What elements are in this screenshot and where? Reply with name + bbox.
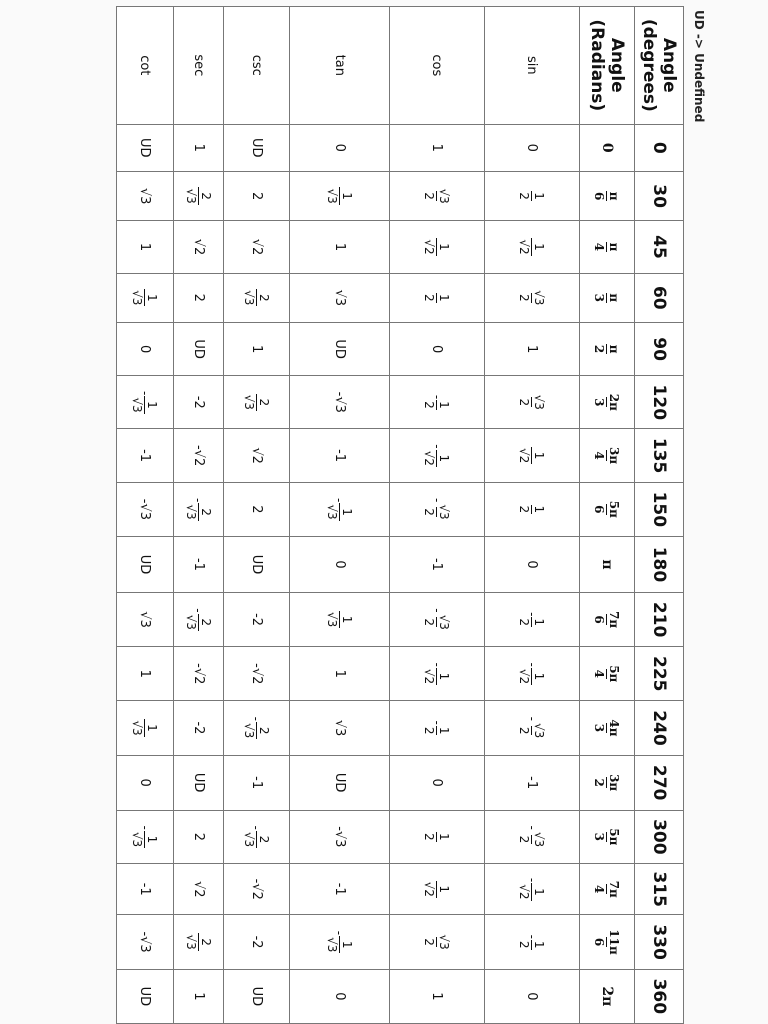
value-cell: UD [117, 124, 174, 171]
radian-cell: 7π 4 [580, 863, 635, 914]
degree-cell: 30 [635, 171, 684, 220]
value-cell: √3 [117, 592, 174, 646]
degree-cell: 180 [635, 536, 684, 592]
value-cell: 1 [174, 124, 224, 171]
value-cell: - 1 2 [390, 376, 485, 429]
degree-cell: 120 [635, 376, 684, 429]
value-cell: -1 [174, 536, 224, 592]
value-cell: -√2 [224, 863, 290, 914]
value-cell: -1 [390, 536, 485, 592]
value-cell: -√2 [174, 429, 224, 482]
value-cell: UD [224, 124, 290, 171]
value-cell: √3 2 [485, 376, 580, 429]
value-cell: - 1 √2 [485, 647, 580, 701]
degree-cell: 60 [635, 273, 684, 322]
radian-cell: π 6 [580, 171, 635, 220]
value-cell: - 1 √2 [390, 647, 485, 701]
value-cell: √3 2 [390, 171, 485, 220]
value-cell: - 2 √3 [174, 482, 224, 536]
degree-cell: 300 [635, 810, 684, 863]
value-cell: 1 [290, 647, 390, 701]
value-cell: - √3 2 [485, 701, 580, 755]
value-cell: UD [290, 323, 390, 376]
value-cell: - 2 √3 [174, 592, 224, 646]
value-cell: -√3 [290, 376, 390, 429]
radian-cell: 5π 4 [580, 647, 635, 701]
value-cell: - 1 √3 [290, 482, 390, 536]
row-csc [224, 7, 290, 1024]
value-cell: UD [117, 536, 174, 592]
degree-cell: 135 [635, 429, 684, 482]
radian-cell: π 3 [580, 273, 635, 322]
radian-cell: π 2 [580, 323, 635, 376]
value-cell: 1 [117, 221, 174, 273]
value-cell: - √3 2 [390, 482, 485, 536]
degree-cell: 225 [635, 647, 684, 701]
value-cell: -√2 [174, 647, 224, 701]
value-cell: 0 [290, 124, 390, 171]
value-cell: - 2 √3 [224, 810, 290, 863]
value-cell: UD [224, 536, 290, 592]
radian-cell: 2π 3 [580, 376, 635, 429]
radian-cell: 5π 6 [580, 482, 635, 536]
value-cell: -1 [290, 863, 390, 914]
value-cell: 2 √3 [174, 171, 224, 220]
value-cell: 1 [117, 647, 174, 701]
value-cell: 0 [485, 969, 580, 1023]
row-cot [117, 7, 174, 1024]
value-cell: 1 √2 [485, 429, 580, 482]
function-label: sec [174, 7, 224, 125]
value-cell: 1 [174, 969, 224, 1023]
radian-cell: 2π [580, 969, 635, 1023]
value-cell: -√3 [117, 915, 174, 969]
row-tan [290, 7, 390, 1024]
degree-cell: 330 [635, 915, 684, 969]
value-cell: √2 [224, 429, 290, 482]
degrees-row [635, 7, 684, 1024]
radian-cell: 7π 6 [580, 592, 635, 646]
function-label: cos [390, 7, 485, 125]
radian-cell: 5π 3 [580, 810, 635, 863]
footnote: UD -> Undefined [692, 10, 706, 123]
value-cell: 1 2 [485, 171, 580, 220]
value-cell: -1 [117, 863, 174, 914]
value-cell: 1 [390, 969, 485, 1023]
value-cell: - 1 √3 [117, 810, 174, 863]
degree-cell: 45 [635, 221, 684, 273]
value-cell: 1 √2 [390, 863, 485, 914]
value-cell: UD [174, 755, 224, 810]
value-cell: - 2 √3 [224, 701, 290, 755]
value-cell: -2 [224, 915, 290, 969]
value-cell: -√3 [117, 482, 174, 536]
value-cell: -2 [224, 592, 290, 646]
value-cell: √3 [290, 273, 390, 322]
radian-cell: 3π 2 [580, 755, 635, 810]
radians-row [580, 7, 635, 1024]
function-label: tan [290, 7, 390, 125]
value-cell: 1 √2 [390, 221, 485, 273]
value-cell: - 1 √2 [485, 863, 580, 914]
value-cell: √3 2 [485, 273, 580, 322]
value-cell: - 1 √2 [390, 429, 485, 482]
degree-cell: 240 [635, 701, 684, 755]
value-cell: 1 2 [390, 810, 485, 863]
value-cell: 2 [174, 810, 224, 863]
value-cell: √2 [224, 221, 290, 273]
value-cell: - √3 2 [485, 810, 580, 863]
degree-cell: 210 [635, 592, 684, 646]
value-cell: 2 √3 [224, 376, 290, 429]
radian-cell: π [580, 536, 635, 592]
value-cell: 1 [390, 124, 485, 171]
degree-cell: 360 [635, 969, 684, 1023]
value-cell: - √3 2 [390, 592, 485, 646]
value-cell: - 1 2 [485, 592, 580, 646]
function-label: csc [224, 7, 290, 125]
value-cell: -√3 [290, 810, 390, 863]
value-cell: -√2 [224, 647, 290, 701]
value-cell: -2 [174, 701, 224, 755]
value-cell: UD [117, 969, 174, 1023]
value-cell: 0 [290, 536, 390, 592]
value-cell: √3 2 [390, 915, 485, 969]
value-cell: -2 [174, 376, 224, 429]
function-label: sin [485, 7, 580, 125]
value-cell: -1 [290, 429, 390, 482]
value-cell: 1 2 [485, 482, 580, 536]
value-cell: 1 √2 [485, 221, 580, 273]
value-cell: 2 [224, 482, 290, 536]
degree-cell: 315 [635, 863, 684, 914]
radians-header-label: Angle (Radians) [580, 7, 635, 125]
value-cell: 0 [117, 323, 174, 376]
value-cell: 1 [224, 323, 290, 376]
value-cell: √3 [117, 171, 174, 220]
value-cell: -1 [224, 755, 290, 810]
value-cell: - 1 √3 [290, 915, 390, 969]
value-cell: 0 [117, 755, 174, 810]
value-cell: - 1 2 [390, 701, 485, 755]
degree-cell: 90 [635, 323, 684, 376]
degrees-header-label: Angle (degrees) [635, 7, 684, 125]
value-cell: 2 [224, 171, 290, 220]
value-cell: 1 2 [390, 273, 485, 322]
value-cell: √3 [290, 701, 390, 755]
radian-cell: 3π 4 [580, 429, 635, 482]
value-cell: 1 [290, 221, 390, 273]
radian-cell: 0 [580, 124, 635, 171]
row-sec [174, 7, 224, 1024]
degree-cell: 0 [635, 124, 684, 171]
value-cell: 0 [390, 755, 485, 810]
value-cell: 2 √3 [224, 273, 290, 322]
value-cell: 0 [290, 969, 390, 1023]
degree-cell: 270 [635, 755, 684, 810]
value-cell: 2 √3 [174, 915, 224, 969]
value-cell: 1 [485, 323, 580, 376]
value-cell: 0 [485, 536, 580, 592]
value-cell: - 1 √3 [117, 376, 174, 429]
value-cell: √2 [174, 863, 224, 914]
radian-cell: 11π 6 [580, 915, 635, 969]
value-cell: -1 [485, 755, 580, 810]
value-cell: 0 [485, 124, 580, 171]
value-cell: - 1 2 [485, 915, 580, 969]
trig-table [116, 6, 684, 1024]
value-cell: UD [224, 969, 290, 1023]
row-sin [485, 7, 580, 1024]
degree-cell: 150 [635, 482, 684, 536]
row-cos [390, 7, 485, 1024]
function-label: cot [117, 7, 174, 125]
value-cell: 0 [390, 323, 485, 376]
value-cell: 1 √3 [117, 701, 174, 755]
value-cell: 1 √3 [290, 592, 390, 646]
value-cell: √2 [174, 221, 224, 273]
value-cell: 1 √3 [290, 171, 390, 220]
value-cell: UD [290, 755, 390, 810]
value-cell: -1 [117, 429, 174, 482]
radian-cell: 4π 3 [580, 701, 635, 755]
value-cell: 2 [174, 273, 224, 322]
value-cell: 1 √3 [117, 273, 174, 322]
value-cell: UD [174, 323, 224, 376]
radian-cell: π 4 [580, 221, 635, 273]
